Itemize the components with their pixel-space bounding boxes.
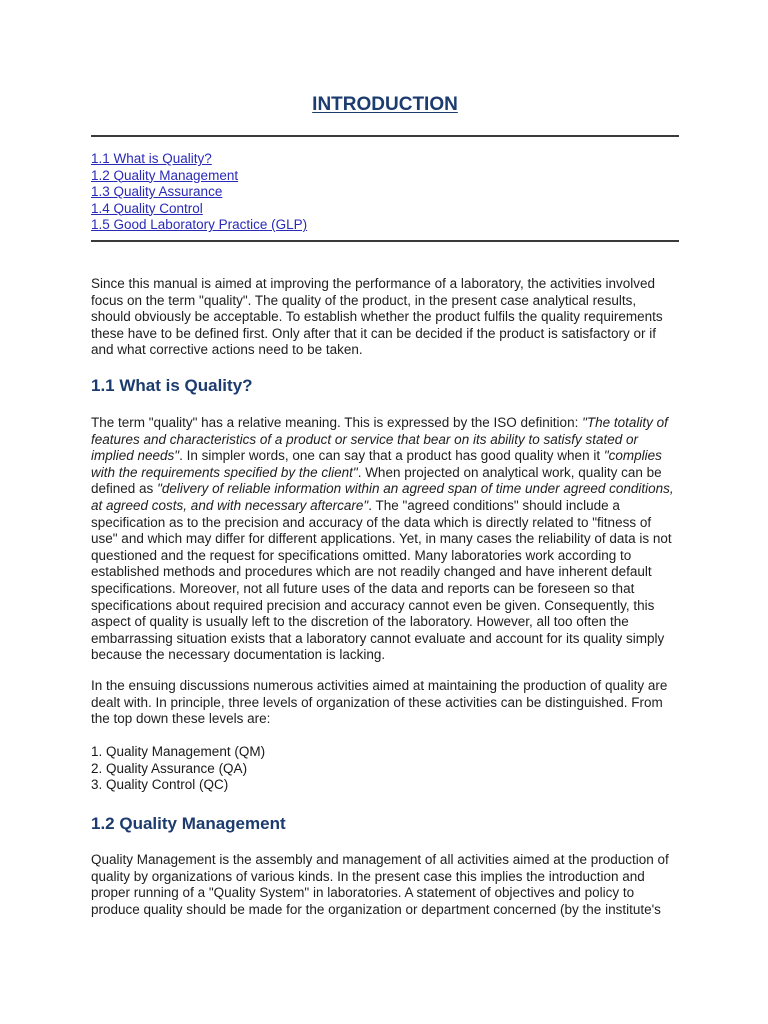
section-heading-quality-management: 1.2 Quality Management	[91, 814, 286, 833]
bottom-divider	[91, 240, 679, 242]
list-item: 2. Quality Assurance (QA)	[91, 760, 248, 776]
paragraph-text: The term "quality" has a relative meaning. This is expressed by the ISO definition:	[91, 415, 583, 430]
paragraph-text: . When projected on analytical work, quality can be defined as	[91, 464, 662, 497]
toc-link-quality-management[interactable]: 1.2 Quality Management	[91, 167, 239, 183]
toc-link-quality-control[interactable]: 1.4 Quality Control	[91, 200, 203, 216]
page-title: INTRODUCTION	[312, 94, 458, 115]
toc-item-1-3	[91, 184, 679, 201]
section-heading-what-is-quality: 1.1 What is Quality?	[91, 376, 253, 395]
toc-item-1-2	[91, 168, 679, 185]
iso-definition-quote: "The totality of features and characteristics of a product or service that bear on its ability to satisfy stated or implied needs"	[91, 415, 668, 464]
levels-intro-paragraph: In the ensuing discussions numerous activities aimed at maintaining the production of quality are dealt with. In principle, three levels of organization of these activities can be distinguished. From the top down these levels are:	[91, 678, 668, 727]
quality-definition-paragraph	[91, 415, 679, 664]
quality-levels-list	[91, 744, 679, 794]
toc-item-1-5	[91, 217, 679, 234]
paragraph-text: . The "agreed conditions" should include a specification as to the precision and accuracy of the data which is directly related to "fitness of use" and which may differ for different applications. Yet, in many cases the reliability of data is not questioned and the request for specifications omitted. Many laboratories work according to established methods and procedures which are not readily changed and have inherent default specifications. Moreover, not all future uses of the data and reports can be foreseen so that specifications about required precision and accuracy cannot even be given. Consequently, this aspect of quality is usually left to the discretion of the laboratory. However, all too often the embarrassing situation exists that a laboratory cannot evaluate and account for its quality simply because the necessary documentation is lacking.	[91, 497, 672, 663]
toc-link-glp[interactable]: 1.5 Good Laboratory Practice (GLP)	[91, 217, 308, 232]
intro-paragraph: Since this manual is aimed at improving the performance of a laboratory, the activities involved focus on the term "quality". The quality of the product, in the present case analytical results, should obviously be acceptable. To establish whether the product fulfils the quality requirements these have to be defined first. Only after that it can be decided if the product is satisfactory or if and what corrective actions need to be taken.	[91, 276, 663, 358]
client-requirements-quote: "complies with the requirements specified by the client"	[91, 448, 662, 480]
table-of-contents	[91, 151, 679, 234]
toc-item-1-1	[91, 151, 679, 168]
top-divider	[91, 135, 679, 137]
list-item: 3. Quality Control (QC)	[91, 777, 229, 793]
toc-link-quality-assurance[interactable]: 1.3 Quality Assurance	[91, 184, 223, 199]
analytical-quality-quote: "delivery of reliable information within an agreed span of time under agreed conditions, at agreed costs, and with necessary aftercare"	[91, 481, 674, 513]
paragraph-text: . In simpler words, one can say that a product has good quality when it	[179, 448, 604, 464]
toc-item-1-4	[91, 201, 679, 218]
toc-link-what-is-quality[interactable]: 1.1 What is Quality?	[91, 151, 212, 166]
quality-management-paragraph: Quality Management is the assembly and management of all activities aimed at the production of quality by organizations of various kinds. In the present case this implies the introduction and proper running of a "Quality System" in laboratories. A statement of objectives and policy to produce quality should be made for the organization or department concerned (by the institute's	[91, 852, 669, 917]
list-item: 1. Quality Management (QM)	[91, 744, 266, 759]
